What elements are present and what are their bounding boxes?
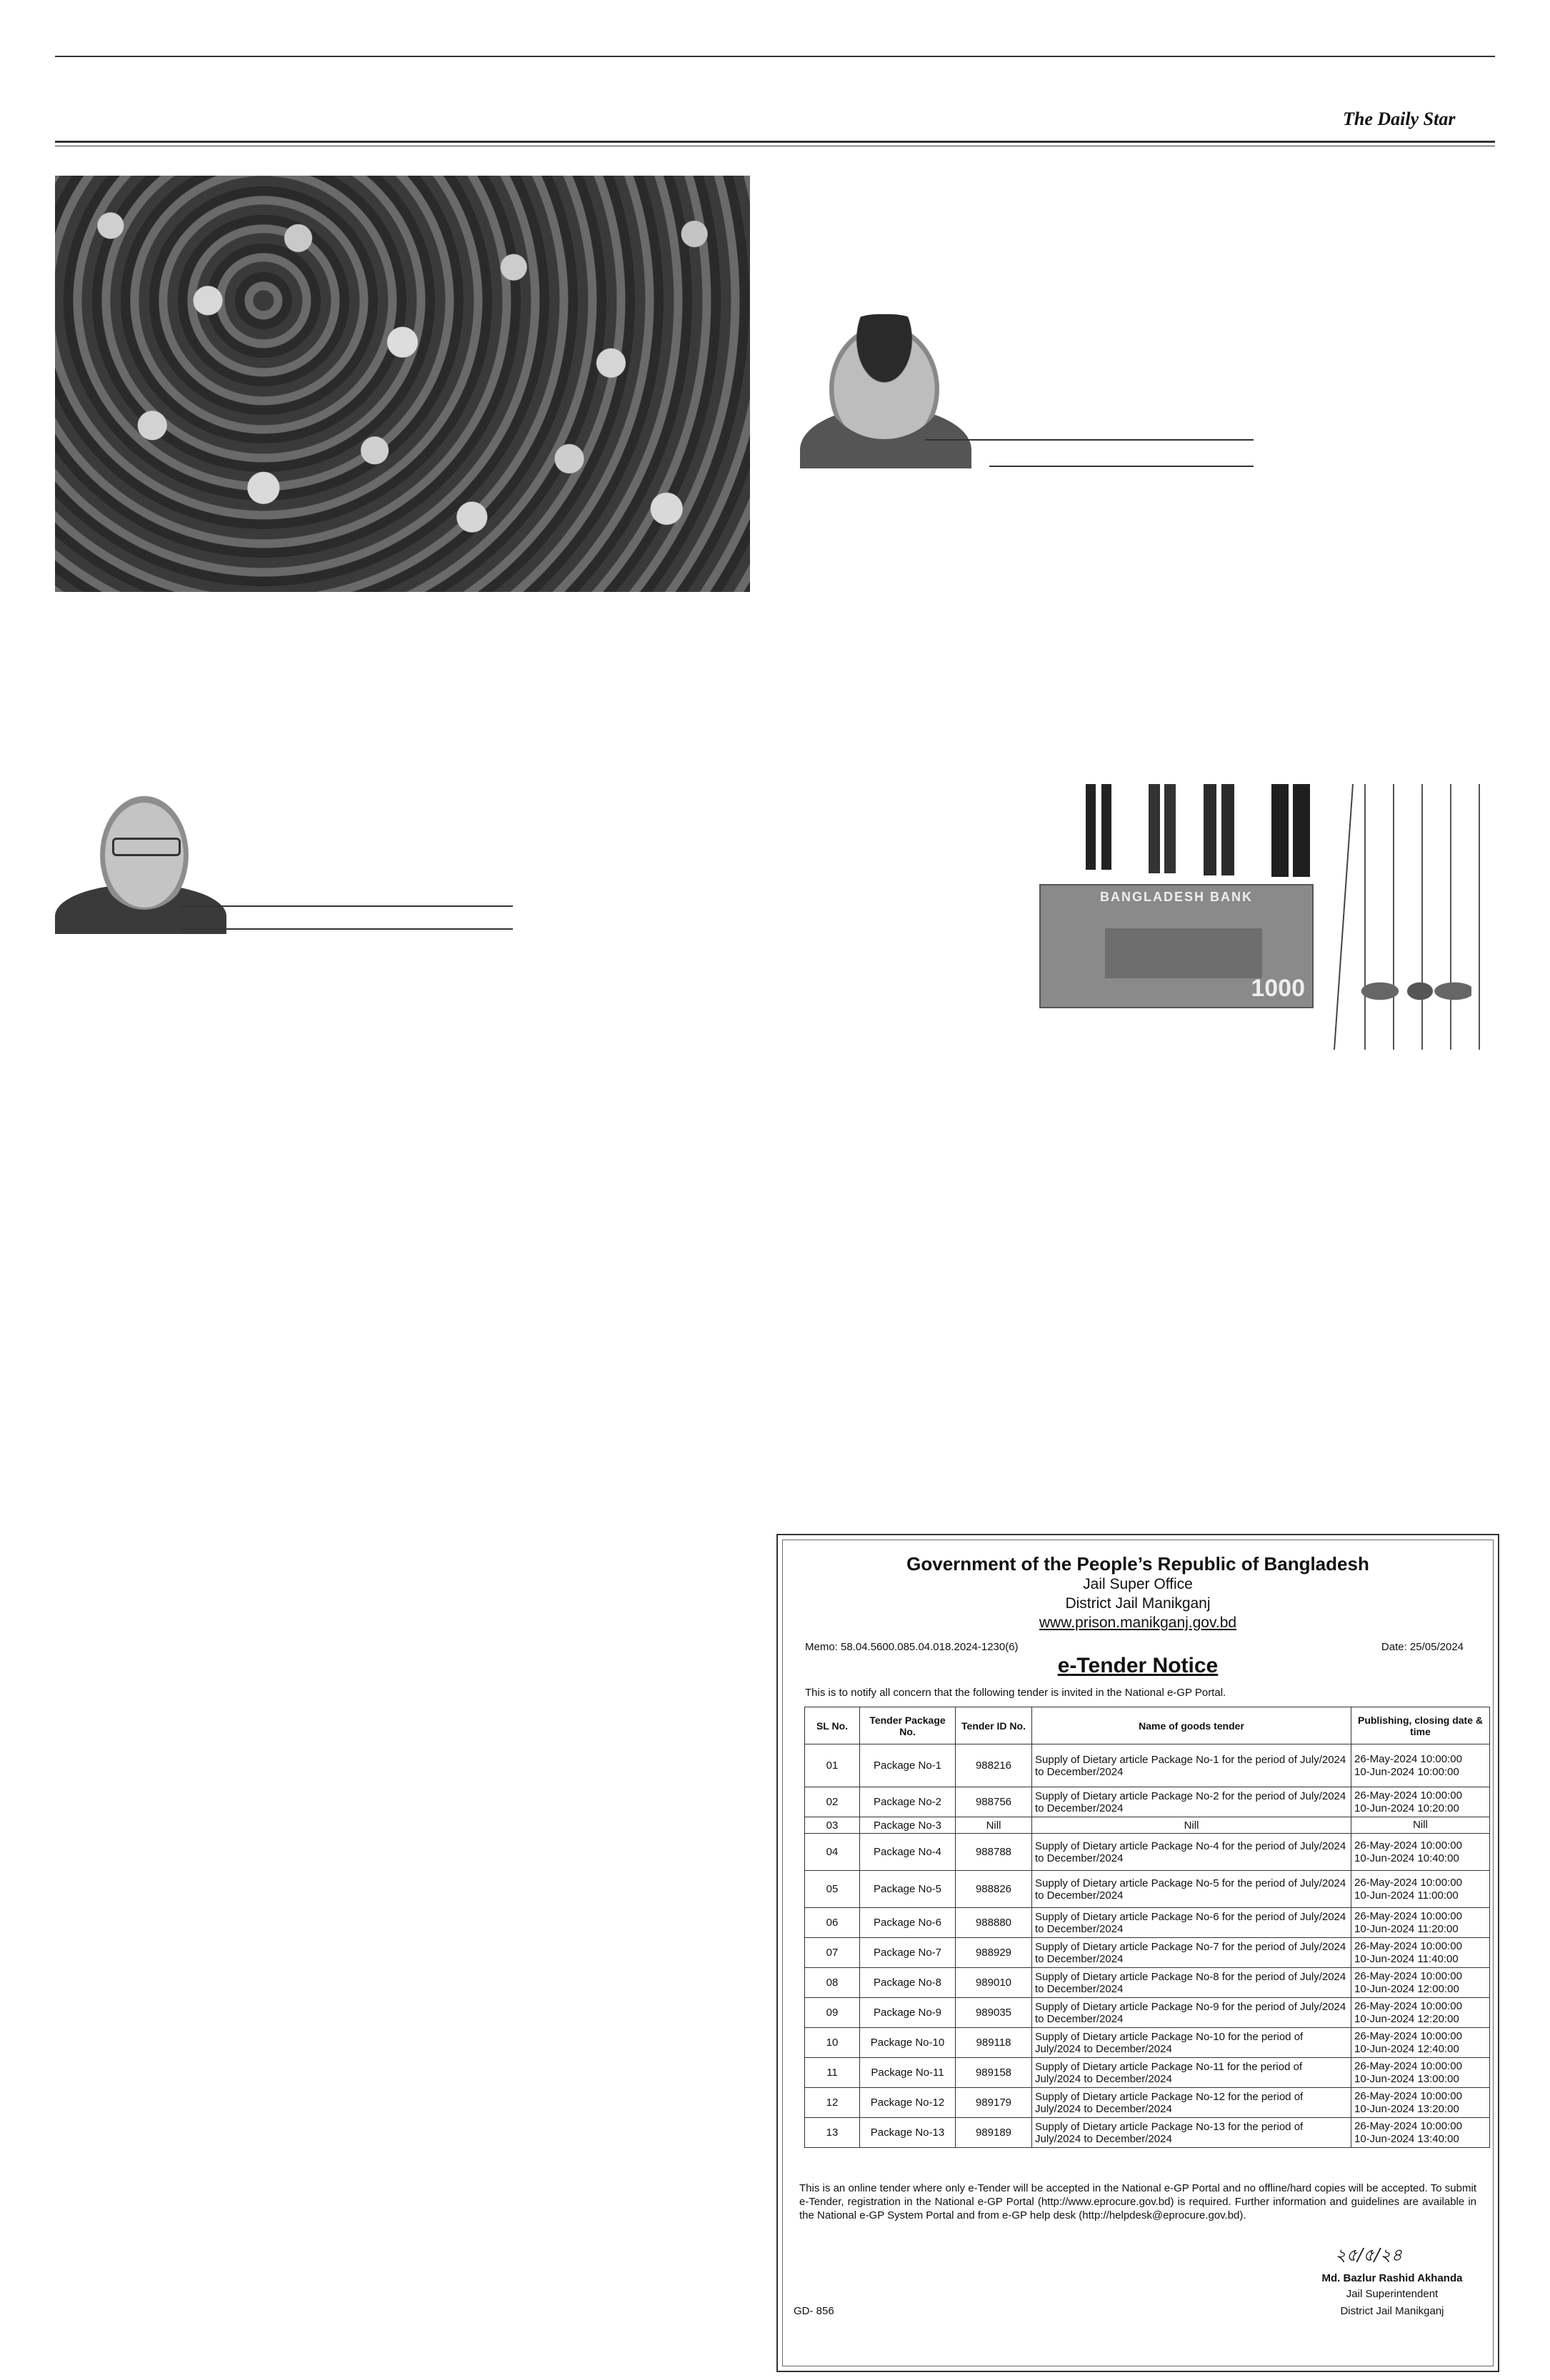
notice-heading: Government of the People’s Republic of Bangladesh [906,1553,1369,1575]
cell-goods: Supply of Dietary article Package No-5 for the period of July/2024 to December/2024 [1032,1871,1351,1908]
cell-dates [1351,1834,1490,1871]
signatory-title: Jail Superintendent [1346,2288,1439,2300]
cell-sl: 02 [805,1787,860,1817]
closing-date: 10-Jun-2024 13:20:00 [1354,2102,1459,2115]
table-row [805,1817,1490,1834]
cell-sl: 13 [805,2118,860,2148]
publish-date: 26-May-2024 10:00:00 [1354,1752,1462,1765]
closing-date: 10-Jun-2024 13:00:00 [1354,2072,1459,2085]
masthead-rule [55,141,1495,143]
signatory-name: Md. Bazlur Rashid Akhanda [1321,2272,1463,2284]
cell-dates [1351,2058,1490,2088]
col-sl: SL No. [805,1707,860,1744]
columnist-photo-right [786,300,986,468]
cell-dates [1351,1908,1490,1938]
cell-package: Package No-8 [860,1968,956,1998]
cell-sl: 09 [805,1998,860,2028]
cell-goods: Supply of Dietary article Package No-12 for the period of July/2024 to December/2024 [1032,2088,1351,2118]
closing-date: 10-Jun-2024 11:20:00 [1354,1922,1459,1935]
byline-rule [180,928,513,930]
cell-sl: 08 [805,1968,860,1998]
cell-package: Package No-1 [860,1744,956,1787]
publish-date: 26-May-2024 10:00:00 [1354,2089,1462,2102]
cell-goods: Supply of Dietary article Package No-2 for the period of July/2024 to December/2024 [1032,1787,1351,1817]
cell-sl: 07 [805,1938,860,1968]
table-row [805,1787,1490,1817]
cell-sl: 04 [805,1834,860,1871]
signatory-office: District Jail Manikganj [1340,2305,1444,2317]
memo-number: Memo: 58.04.5600.085.04.018.2024-1230(6) [805,1641,1019,1653]
cell-tender-id: 989189 [956,2118,1032,2148]
cell-goods: Supply of Dietary article Package No-9 for the period of July/2024 to December/2024 [1032,1998,1351,2028]
notice-website-link[interactable]: www.prison.manikganj.gov.bd [1039,1615,1237,1631]
cell-package: Package No-7 [860,1938,956,1968]
closing-date: 10-Jun-2024 10:40:00 [1354,1852,1459,1864]
notice-intro: This is to notify all concern that the following tender is invited in the National e-GP Portal. [805,1687,1226,1699]
closing-date: 10-Jun-2024 12:20:00 [1354,2012,1459,2025]
cell-dates [1351,1998,1490,2028]
table-row [805,1998,1490,2028]
cell-dates [1351,1938,1490,1968]
cell-sl: 03 [805,1817,860,1834]
publish-date: Nill [1413,1819,1428,1831]
table-row [805,2028,1490,2058]
cell-goods: Supply of Dietary article Package No-1 for the period of July/2024 to December/2024 [1032,1744,1351,1787]
cell-tender-id: 988216 [956,1744,1032,1787]
taka-banknote [1039,884,1314,1008]
closing-date: 10-Jun-2024 12:40:00 [1354,2042,1459,2055]
cell-goods: Supply of Dietary article Package No-4 for the period of July/2024 to December/2024 [1032,1834,1351,1871]
table-row [805,1834,1490,1871]
byline-rule [925,439,1254,441]
schoolchildren-crowd-photo [55,176,750,592]
cell-tender-id: 988788 [956,1834,1032,1871]
cell-goods: Supply of Dietary article Package No-7 for the period of July/2024 to December/2024 [1032,1938,1351,1968]
publish-date: 26-May-2024 10:00:00 [1354,1789,1462,1802]
cell-package: Package No-13 [860,2118,956,2148]
banknote-value: 1000 [1251,975,1305,1002]
publish-date: 26-May-2024 10:00:00 [1354,2059,1462,2072]
cell-sl: 11 [805,2058,860,2088]
cell-package: Package No-12 [860,2088,956,2118]
daily-star-logo: The Daily Star [1343,109,1456,129]
byline-rule [180,905,513,907]
cell-goods: Supply of Dietary article Package No-13 for the period of July/2024 to December/2024 [1032,2118,1351,2148]
cell-goods: Supply of Dietary article Package No-11 for the period of July/2024 to December/2024 [1032,2058,1351,2088]
notice-office: Jail Super Office [1083,1576,1193,1592]
table-row [805,1968,1490,1998]
cell-dates [1351,1871,1490,1908]
cell-dates [1351,1787,1490,1817]
cell-tender-id: 988929 [956,1938,1032,1968]
cell-goods: Supply of Dietary article Package No-6 for the period of July/2024 to December/2024 [1032,1908,1351,1938]
cell-package: Package No-5 [860,1871,956,1908]
table-row [805,1744,1490,1787]
closing-date: 10-Jun-2024 10:00:00 [1354,1765,1459,1778]
byline-rule [989,466,1254,467]
cell-sl: 12 [805,2088,860,2118]
cell-goods: Supply of Dietary article Package No-8 for the period of July/2024 to December/2024 [1032,1968,1351,1998]
table-row [805,1871,1490,1908]
col-dates: Publishing, closing date & time [1351,1707,1490,1744]
publish-date: 26-May-2024 10:00:00 [1354,1969,1462,1982]
cell-tender-id: 989179 [956,2088,1032,2118]
prison-bars [1343,784,1496,1050]
publish-date: 26-May-2024 10:00:00 [1354,1939,1462,1952]
cell-package: Package No-6 [860,1908,956,1938]
cell-tender-id: Nill [956,1817,1032,1834]
cell-tender-id: 989035 [956,1998,1032,2028]
col-package: Tender Package No. [860,1707,956,1744]
table-row [805,2118,1490,2148]
columnist-photo-left [55,784,226,934]
cell-package: Package No-9 [860,1998,956,2028]
publish-date: 26-May-2024 10:00:00 [1354,2029,1462,2042]
cell-dates [1351,1968,1490,1998]
cell-dates [1351,2088,1490,2118]
publish-date: 26-May-2024 10:00:00 [1354,1909,1462,1922]
cell-tender-id: 989158 [956,2058,1032,2088]
top-rule [55,56,1495,57]
notice-title: e-Tender Notice [1057,1654,1219,1677]
cell-sl: 05 [805,1871,860,1908]
cell-sl: 06 [805,1908,860,1938]
cell-goods: Nill [1032,1817,1351,1834]
publish-date: 26-May-2024 10:00:00 [1354,2119,1462,2132]
closing-date: 10-Jun-2024 11:00:00 [1354,1889,1459,1902]
cell-goods: Supply of Dietary article Package No-10 for the period of July/2024 to December/2024 [1032,2028,1351,2058]
publish-date: 26-May-2024 10:00:00 [1354,1876,1462,1889]
cell-dates [1351,1817,1490,1834]
table-row [805,1908,1490,1938]
cell-dates [1351,2028,1490,2058]
closing-date: 10-Jun-2024 10:20:00 [1354,1802,1459,1814]
cell-sl: 10 [805,2028,860,2058]
cell-package: Package No-3 [860,1817,956,1834]
cell-dates [1351,1744,1490,1787]
cell-tender-id: 988826 [956,1871,1032,1908]
cell-dates [1351,2118,1490,2148]
cell-tender-id: 989010 [956,1968,1032,1998]
cell-sl: 01 [805,1744,860,1787]
e-tender-notice [776,1534,1499,2372]
closing-date: 10-Jun-2024 12:00:00 [1354,1982,1459,1995]
signature: ২৫/৫/২৪ [1335,2245,1403,2265]
cell-package: Package No-10 [860,2028,956,2058]
notice-footer-text: This is an online tender where only e-Tender will be accepted in the National e-GP Portal and no offline/hard copies will be accepted. To submit e-Tender, registration in the National e-GP Portal (http://www.eprocure.gov.bd) is required. Further information and guidelines are available in the National e-GP System Portal and from e-GP help desk (http://helpdesk@eprocure.gov.bd). [799,2182,1476,2221]
table-row [805,1938,1490,1968]
col-tender-id: Tender ID No. [956,1707,1032,1744]
notice-code: GD- 856 [794,2305,834,2317]
table-row [805,2058,1490,2088]
corruption-illustration [1029,784,1496,1050]
notice-date: Date: 25/05/2024 [1381,1641,1464,1653]
cell-package: Package No-4 [860,1834,956,1871]
cell-tender-id: 988756 [956,1787,1032,1817]
publish-date: 26-May-2024 10:00:00 [1354,1999,1462,2012]
banknote-bank-name: BANGLADESH BANK [1100,890,1253,904]
publish-date: 26-May-2024 10:00:00 [1354,1839,1462,1852]
tender-table [804,1707,1490,2148]
cell-tender-id: 988880 [956,1908,1032,1938]
col-goods: Name of goods tender [1032,1707,1351,1744]
legs-figures [1057,784,1336,877]
cell-tender-id: 989118 [956,2028,1032,2058]
cell-package: Package No-2 [860,1787,956,1817]
closing-date: 10-Jun-2024 11:40:00 [1354,1952,1459,1965]
cell-package: Package No-11 [860,2058,956,2088]
table-row [805,2088,1490,2118]
closing-date: 10-Jun-2024 13:40:00 [1354,2132,1459,2145]
notice-district: District Jail Manikganj [1065,1595,1211,1612]
